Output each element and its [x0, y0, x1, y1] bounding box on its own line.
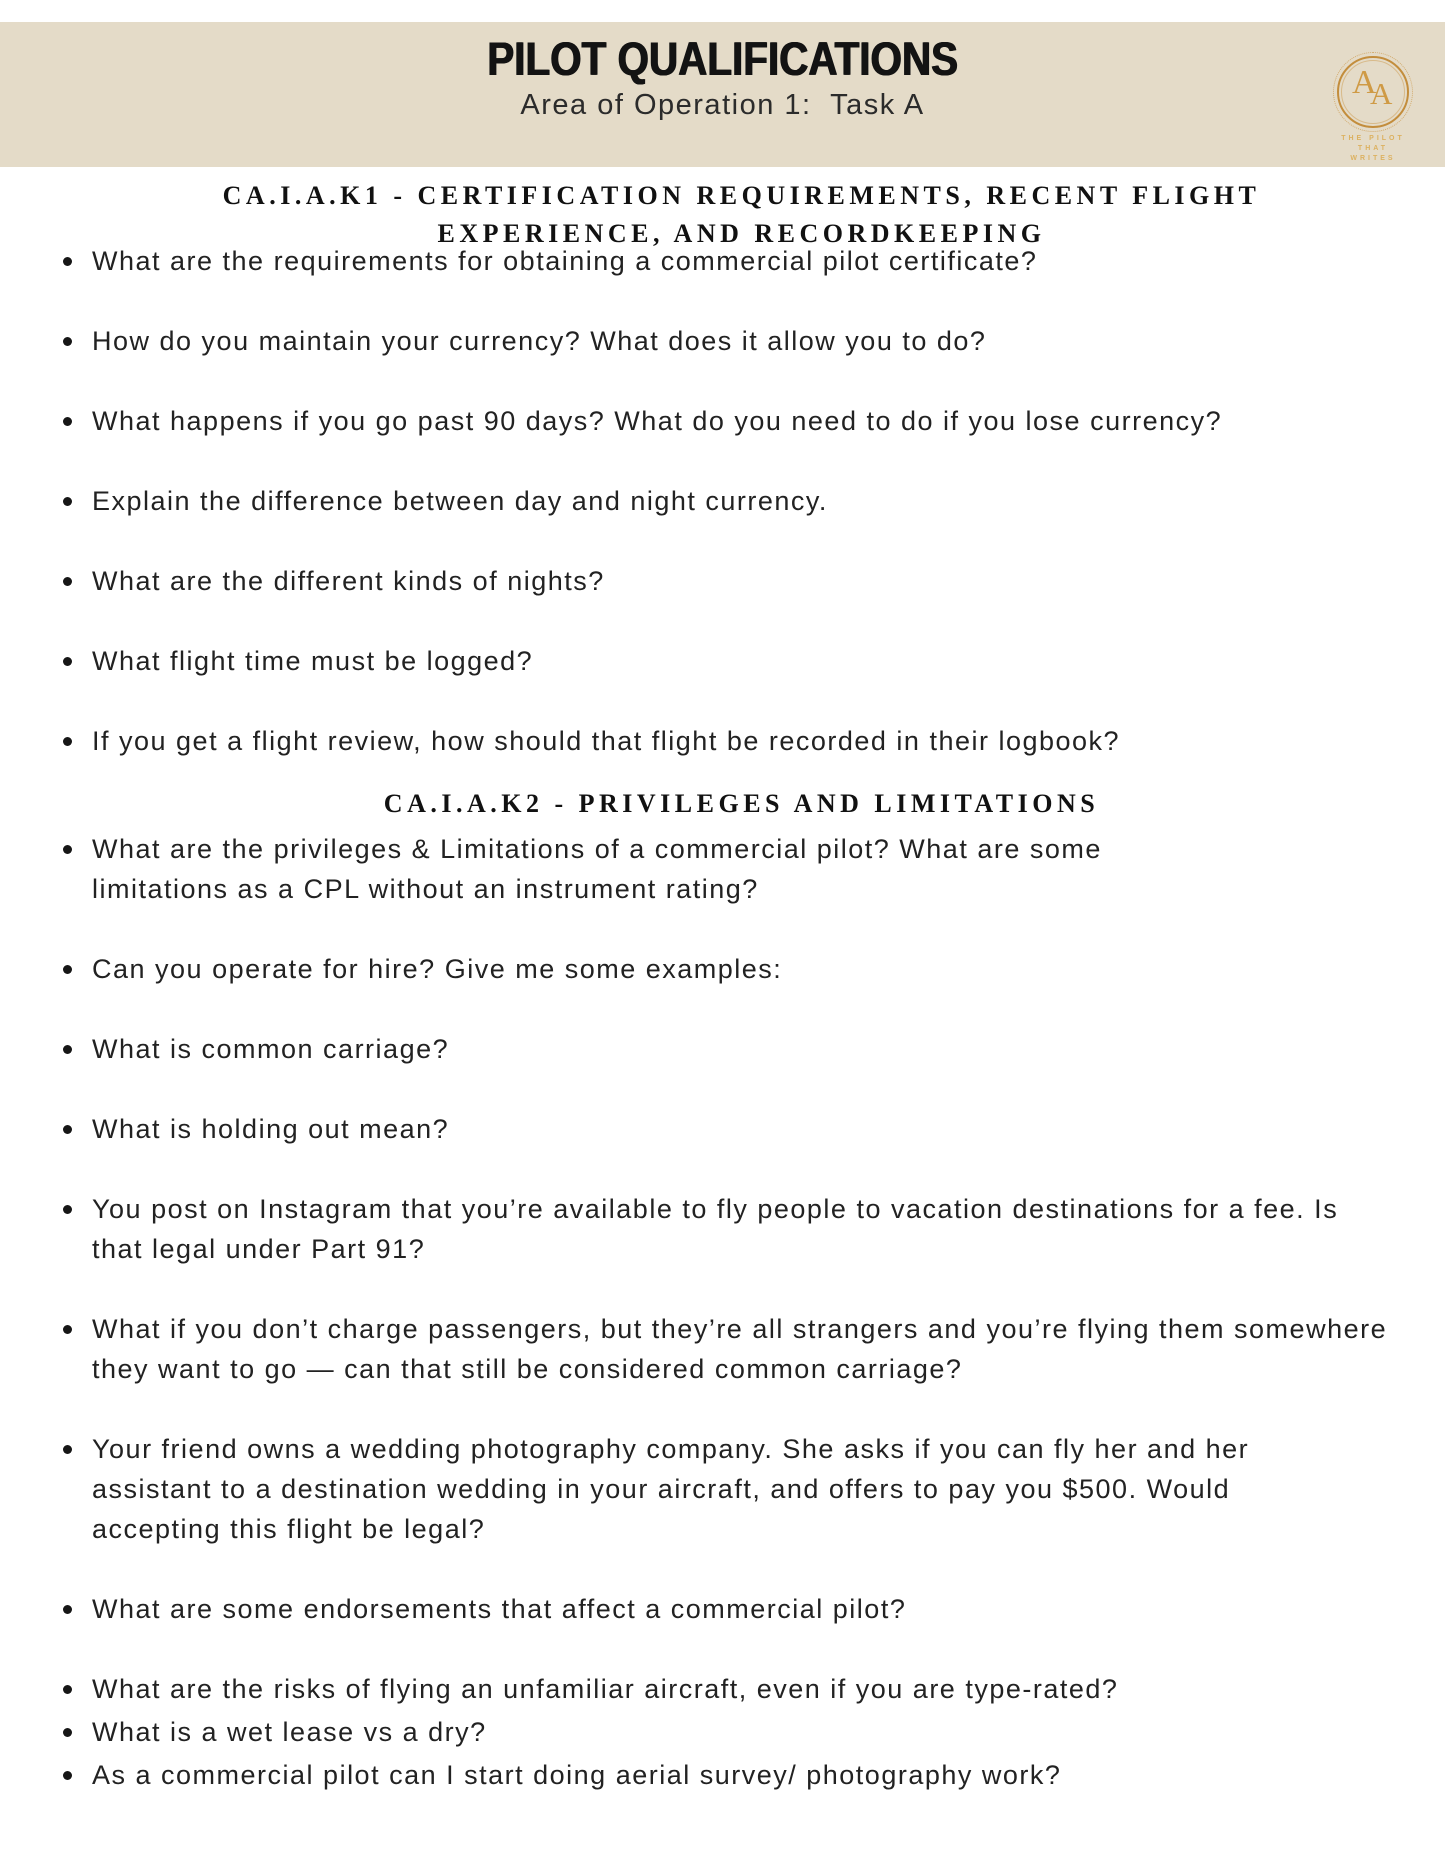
question-item: What is common carriage?: [60, 1029, 1402, 1069]
logo-monogram-letter: A: [1352, 64, 1377, 101]
page-title-text: PILOT QUALIFICATIONS: [487, 32, 958, 85]
question-item: What are the different kinds of nights?: [60, 561, 1402, 601]
logo-circle-icon: [1337, 56, 1409, 128]
logo-tagline-line: WRITES: [1350, 155, 1396, 162]
document-body: [60, 177, 1423, 1798]
question-item: What is holding out mean?: [60, 1109, 1402, 1149]
section-heading-k1: CA.I.A.K1 - CERTIFICATION REQUIREMENTS, RECENT FLIGHT EXPERIENCE, AND RECORDKEEPING: [222, 181, 1261, 248]
question-list-k1: [60, 241, 1423, 761]
page-subtitle: Area of Operation 1: Task A: [520, 89, 925, 121]
question-item: What is a wet lease vs a dry?: [60, 1712, 1402, 1752]
logo-monogram-letter: A: [1370, 76, 1393, 111]
page-title: [0, 22, 1445, 86]
question-item: You post on Instagram that you’re available to fly people to vacation destinations for a fee. Is that legal under Part 91?: [60, 1189, 1342, 1269]
question-list-k2: [60, 829, 1423, 1795]
question-item: What are the privileges & Limitations of a commercial pilot? What are some limitations as a CPL without an instrument rating?: [60, 829, 1222, 909]
question-item: Can you operate for hire? Give me some examples:: [60, 949, 1402, 989]
logo-tagline-line: THE PILOT THAT: [1341, 135, 1405, 152]
question-item: What are the requirements for obtaining a commercial pilot certificate?: [60, 241, 1402, 281]
question-item: What if you don’t charge passengers, but they’re all strangers and you’re flying them somewhere they want to go — can that still be considered common carriage?: [60, 1309, 1402, 1389]
question-item: Your friend owns a wedding photography company. She asks if you can fly her and her assistant to a destination wedding in your aircraft, and offers to pay you $500. Would accepting this flight be legal?: [60, 1429, 1282, 1549]
header-banner: [0, 22, 1445, 167]
question-item: As a commercial pilot can I start doing aerial survey/ photography work?: [60, 1755, 1402, 1795]
brand-logo: [1325, 56, 1421, 164]
question-item: Explain the difference between day and night currency.: [60, 481, 1402, 521]
question-item: What happens if you go past 90 days? What do you need to do if you lose currency?: [60, 401, 1402, 441]
section-heading-k2: CA.I.A.K2 - PRIVILEGES AND LIMITATIONS: [383, 789, 1100, 818]
question-item: How do you maintain your currency? What does it allow you to do?: [60, 321, 1402, 361]
question-item: What are some endorsements that affect a commercial pilot?: [60, 1589, 1402, 1629]
logo-monogram: [1339, 58, 1407, 126]
question-item: What flight time must be logged?: [60, 641, 1402, 681]
logo-tagline: [1325, 134, 1421, 164]
question-item: If you get a flight review, how should that flight be recorded in their logbook?: [60, 721, 1402, 761]
question-item: What are the risks of flying an unfamiliar aircraft, even if you are type-rated?: [60, 1669, 1402, 1709]
